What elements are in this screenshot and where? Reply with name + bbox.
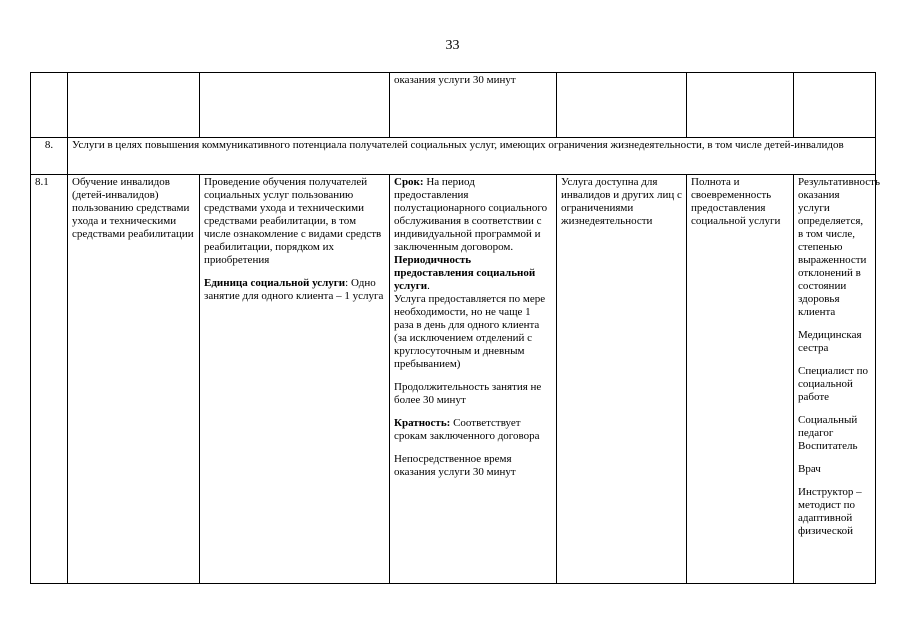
periodicity-text: Услуга предоставляется по мере необходимости, но не чаще 1 раза в день для одного клиента (за исключением отделений с круглосуточным и дневным пребыванием): [394, 293, 546, 370]
item-number: 8.1: [31, 175, 68, 584]
cell-empty: [68, 73, 200, 138]
item-description-cell: [200, 175, 390, 584]
page-number: 33: [445, 38, 460, 53]
duration-text: Продолжительность занятия не более 30 минут: [394, 381, 542, 406]
direct-time-text: Непосредственное время оказания услуги 30 минут: [394, 453, 516, 478]
quality-cell: Полнота и своевременность предоставления социальной услуги: [687, 175, 794, 584]
item-terms-cell: [390, 175, 557, 584]
cell-time-continuation: оказания услуги 30 минут: [390, 73, 557, 138]
table-row-continuation: [31, 73, 876, 138]
cell-empty: [687, 73, 794, 138]
section-number: 8.: [31, 138, 68, 175]
periodicity-block: Периодичность предоставления социальной услуги.: [394, 254, 536, 292]
term-label: Срок:: [394, 176, 424, 188]
cell-empty: [557, 73, 687, 138]
section-title: Услуги в целях повышения коммуникативного потенциала получателей социальных услуг, имеющих ограничения жизнедеятельности, в том числе детей-инвалидов: [68, 138, 876, 175]
result-item: Медицинская сестра: [798, 329, 862, 354]
service-unit: Единица социальной услуги: Одно занятие для одного клиента – 1 услуга: [204, 277, 384, 302]
result-item: Врач: [798, 463, 821, 475]
item-name: Обучение инвалидов (детей-инвалидов) пользованию средствами ухода и техническими средствами реабилитации: [68, 175, 200, 584]
cell-empty: [31, 73, 68, 138]
section-row: [31, 138, 876, 175]
periodicity-label: Периодичность предоставления социальной услуги: [394, 254, 536, 292]
result-item: Специалист по социальной работе: [798, 365, 869, 403]
term-block: [394, 176, 552, 254]
service-unit-label: Единица социальной услуги: [204, 277, 346, 289]
availability-cell: Услуга доступна для инвалидов и других лиц с ограничениями жизнедеятельности: [557, 175, 687, 584]
result-item: Результативность оказания услуги определяется, в том числе, степенью выраженности отклонений в состоянии здоровья клиента: [798, 176, 881, 318]
term-text: На период предоставления полустационарного социального обслуживания в соответствии с индивидуальной программой и заключенным договором.: [394, 176, 548, 253]
multiplicity-block: [394, 417, 552, 443]
result-item: Инструктор – методист по адаптивной физической: [798, 486, 862, 537]
cell-empty: [794, 73, 876, 138]
results-cell: [794, 175, 881, 584]
service-unit-text: Одно занятие для одного клиента – 1 услуга: [204, 277, 384, 302]
cell-empty: [200, 73, 390, 138]
item-description: Проведение обучения получателей социальных услуг пользованию средствами ухода и техническими средствами реабилитации, в том числе ознакомление с видами средств реабилитации, порядком их приобретения: [204, 176, 382, 266]
table-row: [31, 175, 876, 584]
multiplicity-label: Кратность:: [394, 417, 451, 429]
services-table: [30, 72, 881, 584]
result-item: Социальный педагог Воспитатель: [798, 414, 858, 452]
multiplicity-text: Соответствует срокам заключенного договора: [394, 417, 540, 442]
